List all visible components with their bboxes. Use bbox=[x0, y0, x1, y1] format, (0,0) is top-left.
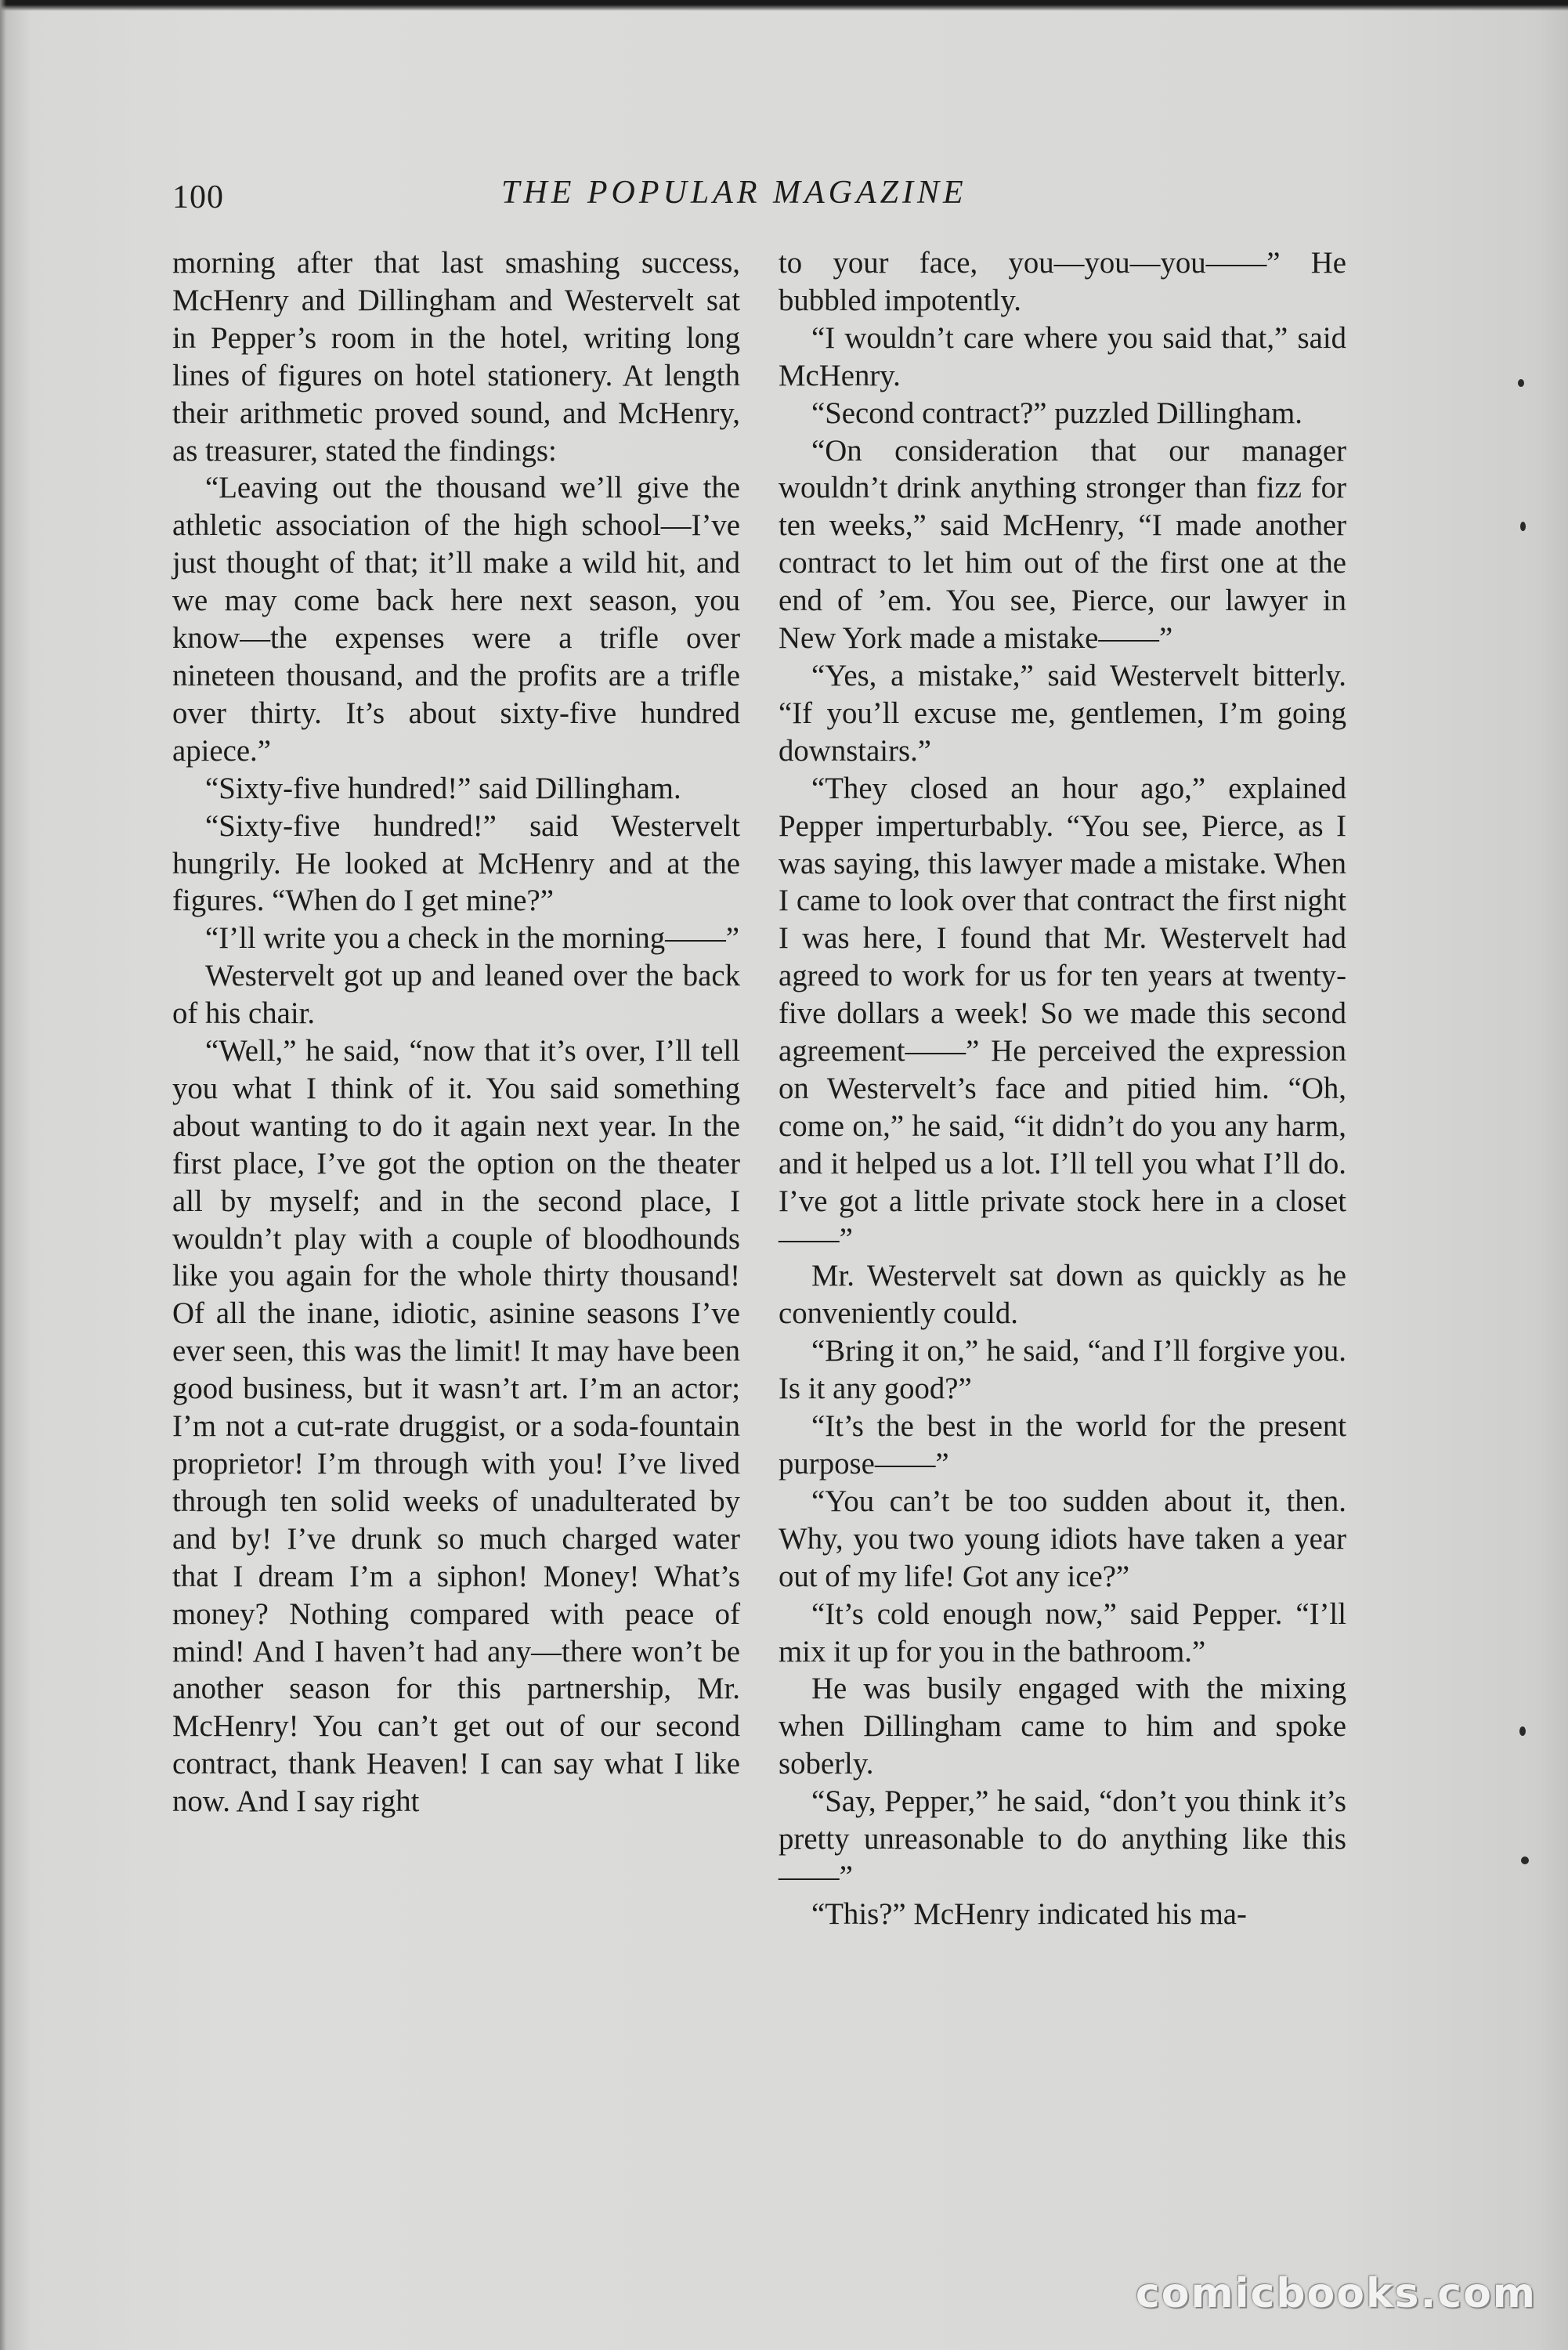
paragraph: “This?” McHenry indicated his ma- bbox=[811, 1896, 1247, 1931]
paragraph: “Well,” he said, “now that it’s over, I’ll tell you what I think of it. You said something about wanting to do it again next year. In the first place, I’ve got the option on the theater all by myself; and in the second place, I wouldn’t play with a couple of bloodhounds like you again for the whole thirty thousand! Of all the inane, idiotic, asinine seasons I’ve ever seen, this was the limit! It may have been good business, but it wasn’t art. I’m an actor; I’m not a cut-rate druggist, or a soda-fountain proprietor! I’m through with you! I’ve lived through ten solid weeks of unadulterated by and by! I’ve drunk so much charged water that I dream I’m a siphon! Money! What’s money? Nothing compared with peace of mind! And I haven’t had any—there won’t be another season for this partnership, Mr. McHenry! You can’t get out of our second contract, thank Heaven! I can say what I like now. And I say right bbox=[172, 1034, 740, 1819]
paragraph: “It’s cold enough now,” said Pepper. “I’ll mix it up for you in the bathroom.” bbox=[779, 1596, 1346, 1668]
paragraph: He was busily engaged with the mixing when Dillingham came to him and spoke soberly. bbox=[779, 1672, 1346, 1781]
binding-mark bbox=[1518, 379, 1524, 387]
paragraph: “Yes, a mistake,” said Westervelt bitterly. “If you’ll excuse me, gentlemen, I’m going downstairs.” bbox=[779, 658, 1346, 768]
right-column bbox=[779, 244, 1346, 1933]
paragraph: “Sixty-five hundred!” said Westervelt hungrily. He looked at McHenry and at the figures. “When do I get mine?” bbox=[172, 808, 740, 918]
paragraph: “On consideration that our manager wouldn’t drink anything stronger than fizz for ten weeks,” said McHenry, “I made another contract to let him out of the first one at the end of ’em. You see, Pierce, our lawyer in New York made a mistake——” bbox=[779, 433, 1346, 656]
paragraph: “Leaving out the thousand we’ll give the athletic association of the high school—I’ve just thought of that; it’ll make a wild hit, and we may come back here next season, you know—the expenses were a trifle over nineteen thousand, and the profits are a trifle over thirty. It’s about sixty-five hundred apiece.” bbox=[172, 471, 740, 768]
paragraph: “I’ll write you a check in the morning——” bbox=[205, 921, 739, 956]
binding-mark bbox=[1520, 522, 1526, 531]
paragraph: “Bring it on,” he said, “and I’ll forgive you. Is it any good?” bbox=[779, 1334, 1346, 1406]
paragraph: “Second contract?” puzzled Dillingham. bbox=[811, 396, 1302, 430]
paragraph: Westervelt got up and leaned over the back of his chair. bbox=[172, 959, 740, 1031]
paragraph: “You can’t be too sudden about it, then. Why, you two young idiots have taken a year out of my life! Got any ice?” bbox=[779, 1484, 1346, 1593]
paragraph: morning after that last smashing success, McHenry and Dillingham and Westervelt sat in Pepper’s room in the hotel, writing long lines of figures on hotel stationery. At length their arithmetic proved sound, and McHenry, as treasurer, stated the findings: bbox=[172, 246, 740, 468]
paragraph: “Sixty-five hundred!” said Dillingham. bbox=[205, 771, 681, 805]
paragraph: “It’s the best in the world for the present purpose——” bbox=[779, 1409, 1346, 1480]
page-header bbox=[172, 174, 1347, 229]
page-top-edge bbox=[0, 0, 1568, 11]
site-watermark: comicbooks.com bbox=[1135, 2270, 1537, 2317]
running-title: THE POPULAR MAGAZINE bbox=[501, 175, 967, 211]
paragraph: Mr. Westervelt sat down as quickly as he conveniently could. bbox=[779, 1259, 1346, 1331]
binding-mark bbox=[1521, 1856, 1529, 1864]
page-number: 100 bbox=[172, 179, 224, 215]
paragraph: “They closed an hour ago,” explained Pepper imperturbably. “You see, Pierce, as I was saying, this lawyer made a mistake. When I came to look over that contract the first night I was here, I found that Mr. Westervelt had agreed to work for us for ten years at twenty-five dollars a week! So we made this second agreement——” He perceived the expression on Westervelt’s face and pitied him. “Oh, come on,” he said, “it didn’t do you any harm, and it helped us a lot. I’ll tell you what I’ll do. I’ve got a little private stock here in a closet——” bbox=[779, 771, 1346, 1256]
paragraph: to your face, you—you—you——” He bubbled impotently. bbox=[779, 246, 1346, 317]
paragraph: “Say, Pepper,” he said, “don’t you think it’s pretty unreasonable to do anything like this——” bbox=[779, 1784, 1346, 1893]
binding-mark bbox=[1519, 1726, 1526, 1736]
page-left-edge bbox=[0, 0, 6, 2350]
left-column bbox=[172, 244, 740, 1820]
paragraph: “I wouldn’t care where you said that,” said McHenry. bbox=[779, 320, 1346, 392]
